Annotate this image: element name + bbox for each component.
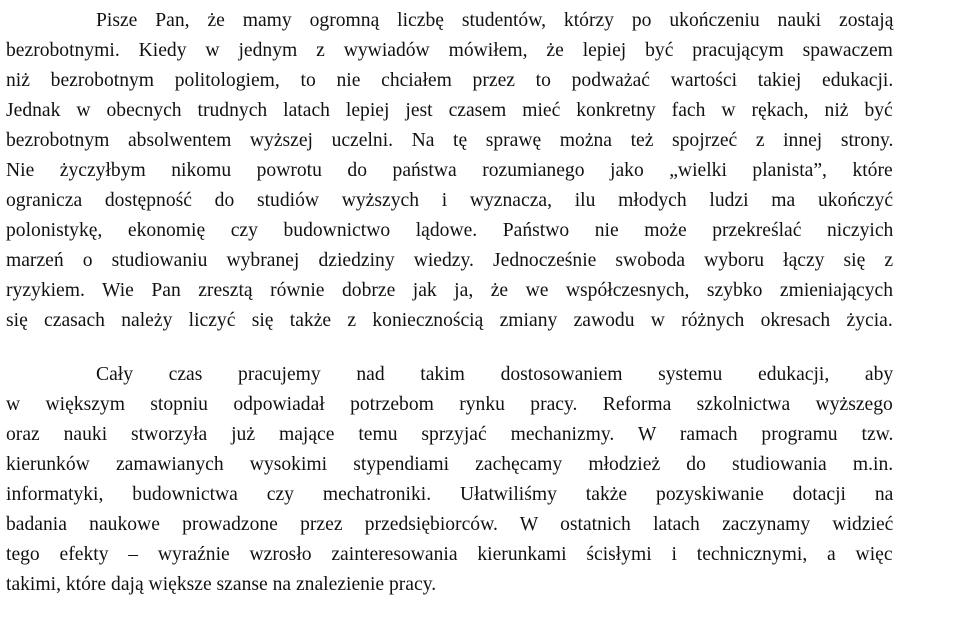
text-line: bezrobotnym absolwentem wyższej uczelni. Na tę sprawę można też spojrzeć z innej strony. [6,130,894,151]
text-line: kierunków zamawianych wysokimi stypendiami zachęcamy młodzież do studiowania m.in. [6,454,894,475]
text-line: marzeń o studiowaniu wybranej dziedziny wiedzy. Jednocześnie swoboda wyboru łączy się z [6,250,894,271]
text-line: informatyki, budownictwa czy mechatroniki. Ułatwiliśmy także pozyskiwanie dotacji na [6,484,894,505]
text-line: niż bezrobotnym politologiem, to nie chciałem przez to podważać wartości takiej edukacji. [6,70,894,91]
text-line: się czasach należy liczyć się także z koniecznością zmiany zawodu w różnych okresach życia. [6,310,893,331]
text-line: badania naukowe prowadzone przez przedsiębiorców. W ostatnich latach zaczynamy widzieć [6,514,894,535]
text-line: polonistykę, ekonomię czy budownictwo lądowe. Państwo nie może przekreślać niczyich [6,220,894,241]
text-line: w większym stopniu odpowiadał potrzebom rynku pracy. Reforma szkolnictwa wyższego [6,394,893,415]
text-line: ogranicza dostępność do studiów wyższych i wyznacza, ilu młodych ludzi ma ukończyć [6,190,894,211]
text-line: Cały czas pracujemy nad takim dostosowaniem systemu edukacji, aby [96,364,894,385]
text-line: Jednak w obecnych trudnych latach lepiej jest czasem mieć konkretny fach w rękach, niż być [6,100,893,121]
text-line: bezrobotnymi. Kiedy w jednym z wywiadów mówiłem, że lepiej być pracującym spawaczem [6,40,893,61]
text-line: ryzykiem. Wie Pan zresztą równie dobrze jak ja, że we współczesnych, szybko zmieniających [6,280,894,301]
text-line: Nie życzyłbym nikomu powrotu do państwa rozumianego jako „wielki planista”, które [6,160,893,181]
text-line: Pisze Pan, że mamy ogromną liczbę studentów, którzy po ukończeniu nauki zostają [96,10,894,31]
text-line: takimi, które dają większe szanse na znalezienie pracy. [6,574,437,595]
text-line: oraz nauki stworzyła już mające temu sprzyjać mechanizmy. W ramach programu tzw. [6,424,894,445]
text-line: tego efekty – wyraźnie wzrosło zainteresowania kierunkami ścisłymi i technicznymi, a więc [6,544,893,565]
